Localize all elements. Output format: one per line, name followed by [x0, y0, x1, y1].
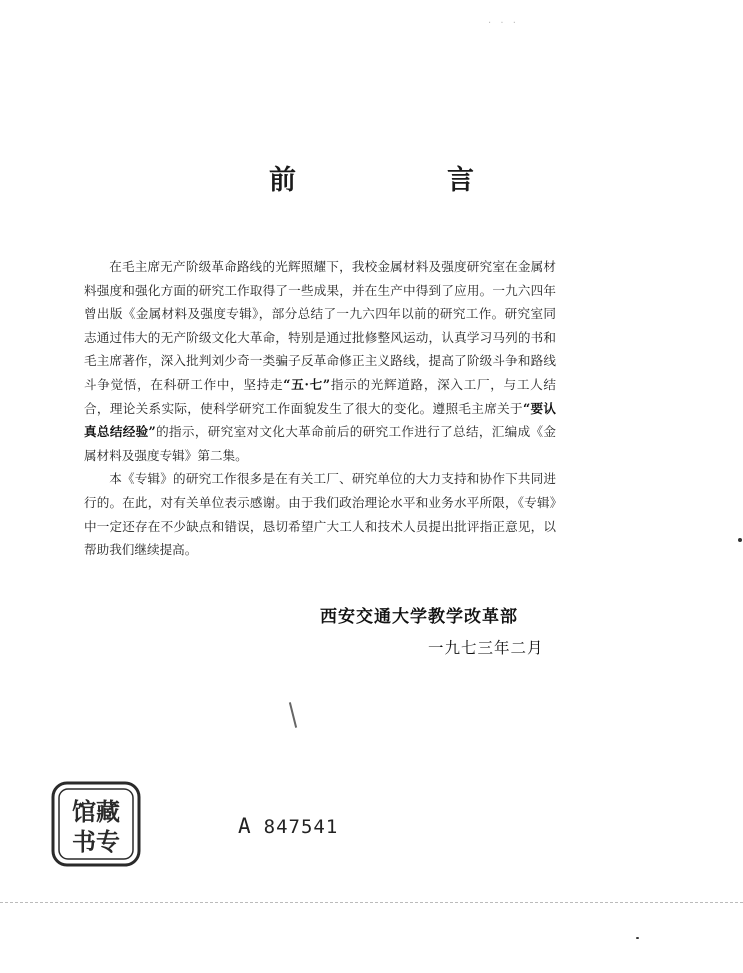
catalog-number [238, 814, 338, 838]
scan-artifact-top: · · · [488, 18, 519, 29]
library-stamp [50, 780, 142, 868]
scan-speck [738, 538, 742, 542]
signature-organization: 西安交通大学教学改革部 [320, 607, 518, 627]
page-title: 前 言 [269, 165, 536, 196]
signature-date: 一九七三年二月 [428, 639, 544, 657]
catalog-prefix: A [238, 814, 252, 838]
catalog-digits: 847541 [263, 816, 339, 838]
text-segment: 的指示，研究室对文化大革命前后的研究工作进行了总结，汇编成《金属材料及强度专辑》第二集。 [84, 424, 556, 463]
paragraph-2 [84, 467, 556, 561]
stamp-text-line1: 馆藏 [72, 797, 120, 826]
preface-body [84, 255, 556, 562]
text-segment: 指示的光辉道路，深入工厂，与工人结合，理论关系实际，使科学研究工作面貌发生了很大的变化。遵照毛主席关于 [84, 376, 557, 416]
stamp-text-line2: 书专 [72, 827, 120, 856]
text-segment-bold: “五·七” [283, 376, 331, 392]
paragraph-1 [84, 255, 556, 467]
text-segment: 在毛主席无产阶级革命路线的光辉照耀下，我校金属材料及强度研究室在金属材料强度和强化方面的研究工作取得了一些成果，并在生产中得到了应用。一九六四年曾出版《金属材料及强度专辑》，部分总结了一九六四年以前的研究工作。研究室同志通过伟大的无产阶级文化大革命，特别是通过批修整风运动，认真学习马列的书和毛主席著作，深入批判刘少奇一类骗子反革命修正主义路线，提高了阶级斗争和路线斗争觉悟，在科研工作中，坚持走 [84, 259, 556, 392]
scan-smudge [289, 702, 297, 728]
scan-edge-line [0, 902, 743, 903]
text-segment: 本《专辑》的研究工作很多是在有关工厂、研究单位的大力支持和协作下共同进行的。在此，对有关单位表示感谢。由于我们政治理论水平和业务水平所限，《专辑》中一定还存在不少缺点和错误，恳切希望广大工人和技术人员提出批评指正意见，以帮助我们继续提高。 [84, 471, 556, 558]
scan-speck [636, 937, 639, 939]
text-segment-bold: “要认真总结经验” [84, 400, 557, 440]
